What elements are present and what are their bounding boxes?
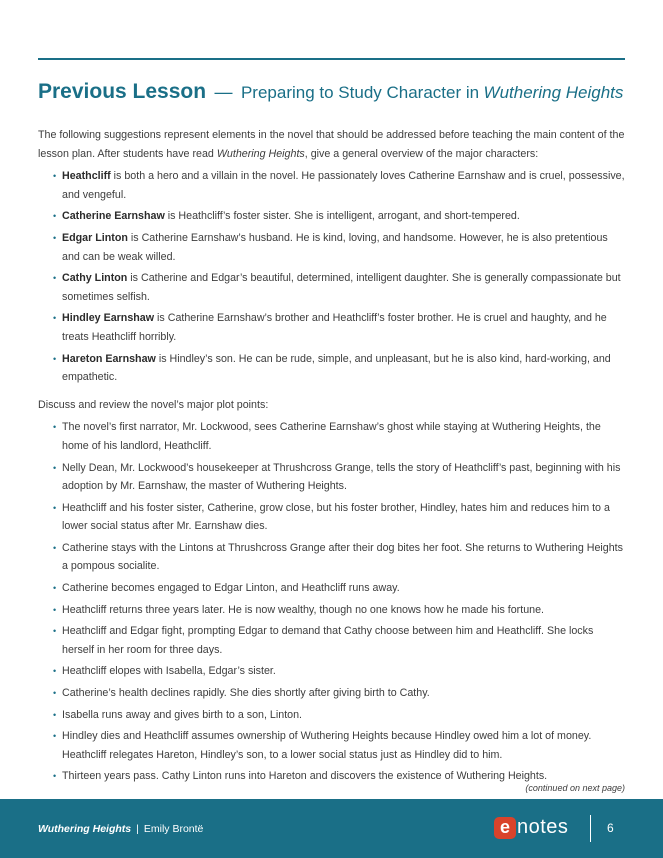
enotes-logo <box>494 816 568 840</box>
character-item <box>38 229 628 266</box>
footer-title <box>38 823 203 835</box>
character-name: Catherine Earnshaw <box>62 210 165 223</box>
character-name: Hindley Earnshaw <box>62 312 155 325</box>
footer-divider <box>590 815 591 842</box>
title-book: Wuthering Heights <box>483 83 624 102</box>
plot-item: • Heathcliff and Edgar fight, prompting Edgar to demand that Cathy choose between him and Heathcliff. She locks herself in her room for three days. <box>38 622 628 659</box>
logo-wordmark: notes <box>517 816 569 838</box>
top-rule <box>38 58 625 60</box>
plot-item: • Heathcliff elopes with Isabella, Edgar’s sister. <box>38 662 628 681</box>
character-desc: is Heathcliff’s foster sister. She is intelligent, arrogant, and short-tempered. <box>164 210 520 223</box>
plot-item: • Catherine’s health declines rapidly. She dies shortly after giving birth to Cathy. <box>38 684 628 703</box>
character-name: Edgar Linton <box>62 231 128 244</box>
continued-note: (continued on next page) <box>525 783 625 793</box>
enotes-e-icon: e <box>494 817 516 839</box>
plot-item: • The novel’s first narrator, Mr. Lockwood, sees Catherine Earnshaw’s ghost while staying at Wuthering Heights, the home of his landlord, Heathcliff. <box>38 418 628 455</box>
intro-text-after: , give a general overview of the major characters: <box>304 147 539 160</box>
plot-item: • Nelly Dean, Mr. Lockwood’s housekeeper at Thrushcross Grange, tells the story of Heathcliff’s past, beginning with his adoption by Mr. Earnshaw, the master of Wuthering Heights. <box>38 459 628 496</box>
plot-item: • Catherine stays with the Lintons at Thrushcross Grange after their dog bites her foot. She returns to Wuthering Heights a pompous socialite. <box>38 539 628 576</box>
footer-separator: | <box>136 823 139 835</box>
plot-item: • Heathcliff and his foster sister, Catherine, grow close, but his foster brother, Hindley, hates him and reduces him to a lower social status after Mr. Earnshaw dies. <box>38 499 628 536</box>
character-name: Cathy Linton <box>62 272 128 285</box>
plot-item: • Hindley dies and Heathcliff assumes ownership of Wuthering Heights because Hindley owed him a lot of money. Heathcliff relegates Hareton, Hindley’s son, to a lower social status just as Hindley did to him. <box>38 727 628 764</box>
character-item <box>38 309 628 346</box>
character-item <box>38 269 628 306</box>
plot-item: • Catherine becomes engaged to Edgar Linton, and Heathcliff runs away. <box>38 579 628 598</box>
character-desc: is Catherine Earnshaw’s husband. He is kind, loving, and handsome. However, he is also pretentious and can be weak willed. <box>62 231 608 263</box>
character-item <box>38 350 628 387</box>
character-desc: is Catherine Earnshaw’s brother and Heathcliff’s foster brother. He is cruel and haughty, and he treats Heathcliff horribly. <box>62 312 607 343</box>
title-main: Previous Lesson <box>38 80 207 103</box>
character-desc: is Catherine and Edgar’s beautiful, determined, intelligent daughter. She is generally compassionate but sometimes selfish. <box>62 272 621 303</box>
title-dash: — <box>214 82 233 102</box>
character-list <box>38 167 628 387</box>
character-item <box>38 167 628 204</box>
plot-list <box>38 418 628 786</box>
footer-author: Emily Brontë <box>143 823 204 835</box>
character-item <box>38 207 628 226</box>
plot-item: • Thirteen years pass. Cathy Linton runs into Hareton and discovers the existence of Wuthering Heights. <box>38 767 628 786</box>
page-number: 6 <box>607 821 614 835</box>
plot-item: • Heathcliff returns three years later. He is now wealthy, though no one knows how he made his fortune. <box>38 601 628 620</box>
footer <box>0 799 663 858</box>
character-name: Heathcliff <box>62 170 111 183</box>
intro-text-before: The following suggestions represent elements in the novel that should be addressed before teaching the main content of the lesson plan. After students have read <box>38 129 625 160</box>
page-title <box>38 80 638 104</box>
character-desc: is Hindley’s son. He can be rude, simple, and unpleasant, but he is also kind, hard-working, and empathetic. <box>62 352 611 384</box>
character-name: Hareton Earnshaw <box>62 352 156 365</box>
plot-item: • Isabella runs away and gives birth to a son, Linton. <box>38 706 628 725</box>
footer-book-title: Wuthering Heights <box>38 823 132 835</box>
lesson-content <box>38 126 628 786</box>
intro-paragraph <box>38 126 628 163</box>
title-sub: Preparing to Study Character in <box>240 83 480 102</box>
plot-intro: Discuss and review the novel’s major plot points: <box>38 398 269 411</box>
intro-book-title: Wuthering Heights <box>216 147 305 160</box>
character-desc: is both a hero and a villain in the novel. He passionately loves Catherine Earnshaw and is cruel, possessive, and vengeful. <box>62 170 625 201</box>
